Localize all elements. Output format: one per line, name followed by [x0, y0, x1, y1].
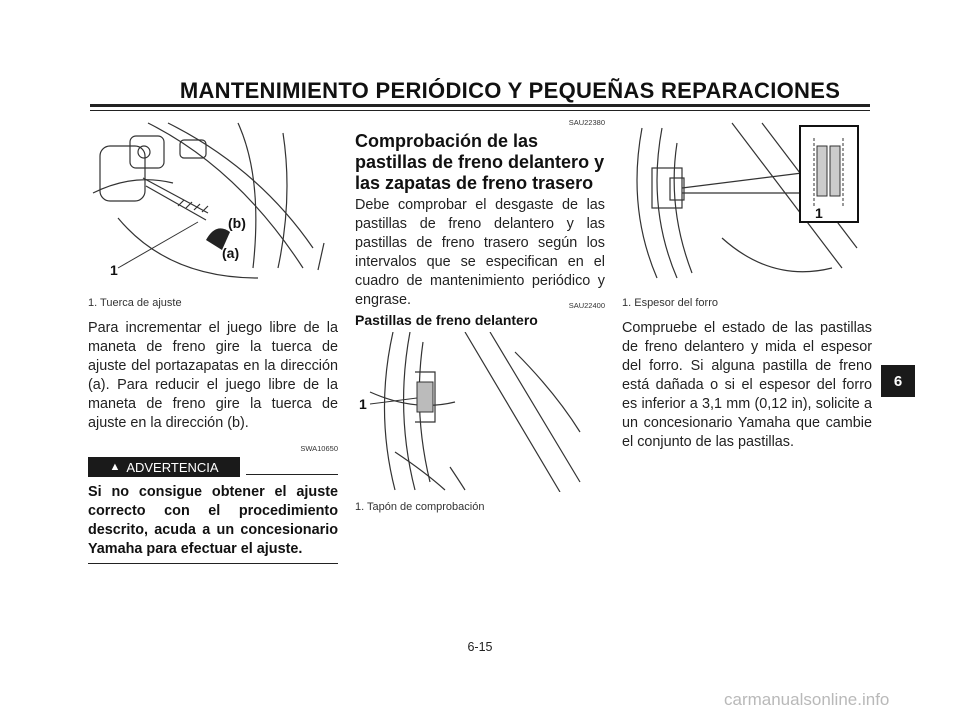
warning-triangle-icon: ▲ — [109, 461, 121, 473]
figure-caption: 1. Espesor del forro — [622, 297, 718, 309]
section-title: Comprobación de las pastillas de freno delantero y las zapatas de freno trasero — [355, 131, 605, 193]
figure-callout-1: 1 — [815, 205, 823, 221]
warning-text: Si no consigue obtener el ajuste correcto con el procedimiento descrito, acuda a un concesionario Yamaha para efectuar el ajuste. — [88, 484, 338, 557]
inspection-paragraph: Debe comprobar el desgaste de las pastillas de freno delantero y las pastillas de freno trasero según los intervalos que se especifican en el cuadro de mantenimiento periódico y engrase. — [355, 197, 605, 308]
warning-header — [88, 457, 338, 483]
pad-thickness-illustration — [622, 118, 872, 283]
thickness-paragraph: Compruebe el estado de las pastillas de freno delantero y mida el espesor del forro. Si alguna pastilla de freno está dañada o si el espesor del forro es inferior a 3,1 mm (0,12 in), solicite a un concesionario Yamaha que cambie el conjunto de las pastillas. — [622, 320, 872, 450]
warning-badge — [88, 457, 240, 477]
page-title: MANTENIMIENTO PERIÓDICO Y PEQUEÑAS REPARACIONES — [179, 78, 841, 103]
right-column — [622, 118, 872, 452]
page-number: 6-15 — [467, 640, 493, 654]
warning-rule — [246, 474, 338, 475]
subsection-title: Pastillas de freno delantero — [355, 312, 538, 328]
warning-label: ADVERTENCIA — [126, 459, 219, 475]
direction-label-a: (a) — [222, 245, 240, 261]
adjustment-paragraph: Para incrementar el juego libre de la maneta de freno gire la tuerca de ajuste del portazapatas en la dirección (a). Para reducir el juego libre de la maneta de freno gire la tuerca de ajuste en la dirección (b). — [88, 320, 338, 431]
section-code: SAU22380 — [568, 118, 605, 127]
watermark: carmanualsonline.info — [724, 690, 890, 709]
middle-column — [355, 118, 605, 513]
direction-label-b: (b) — [228, 215, 246, 231]
left-column — [88, 118, 338, 564]
header-rule — [90, 104, 870, 107]
figure-callout-1: 1 — [110, 262, 118, 278]
brake-adjuster-illustration — [88, 118, 338, 283]
subsection-code: SAU22400 — [568, 301, 605, 310]
figure-callout-1: 1 — [359, 396, 367, 412]
chapter-tab: 6 — [881, 365, 915, 397]
warning-end-rule — [88, 563, 338, 564]
warning-code: SWA10650 — [300, 444, 338, 453]
header-rule-thin — [90, 110, 870, 111]
figure-caption: 1. Tapón de comprobación — [355, 501, 485, 513]
brake-pad-check-illustration — [355, 332, 605, 492]
figure-caption: 1. Tuerca de ajuste — [88, 297, 182, 309]
